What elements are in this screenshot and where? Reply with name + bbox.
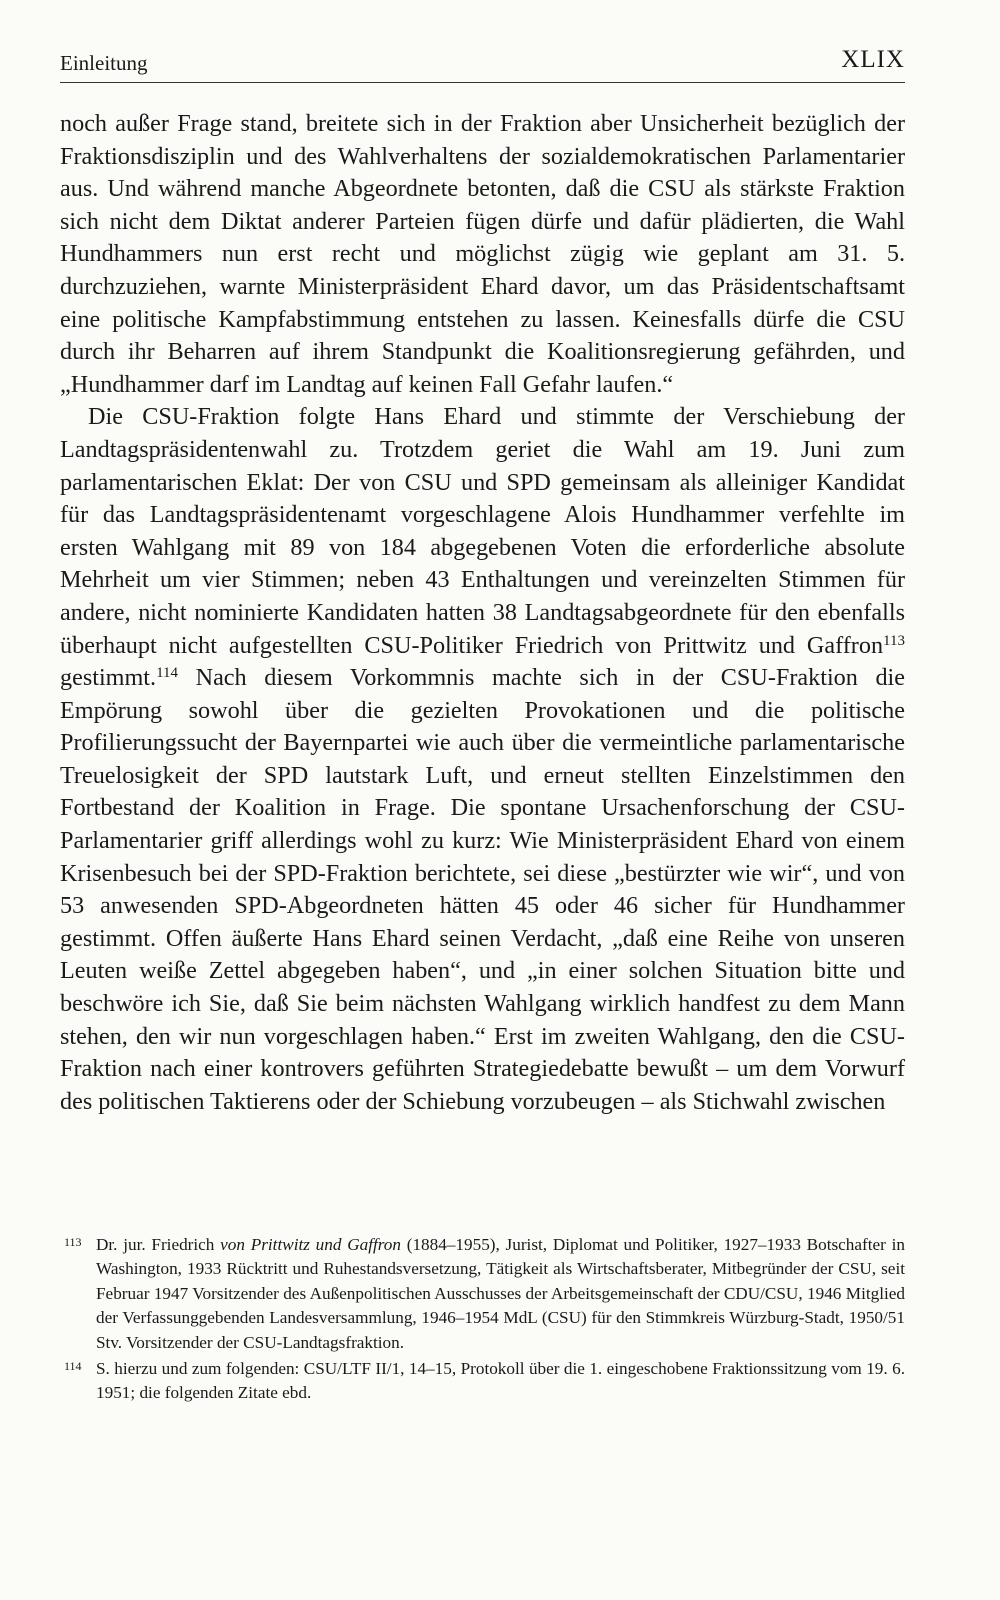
footnote-text: S. hierzu und zum folgenden: CSU/LTF II/1, 14–15, Protokoll über die 1. eingeschobene Fraktionssitzung vom 19. 6. 1951; die folgenden Zitate ebd. — [96, 1359, 905, 1403]
header-page-number: XLIX — [841, 46, 905, 73]
paragraph: noch außer Frage stand, breitete sich in der Fraktion aber Unsicherheit bezüglich der Fraktionsdisziplin und des Wahlverhaltens der sozialdemokratischen Parlamentarier aus. Und während manche Abgeordnete betonten, daß die CSU als stärkste Fraktion sich nicht dem Diktat anderer Parteien fügen dürfe und dafür plädierten, die Wahl Hundhammers nun erst recht und möglichst zügig wie geplant am 31. 5. durchzuziehen, warnte Ministerpräsident Ehard davor, um das Präsidentschaftsamt eine politische Kampfabstimmung entstehen zu lassen. Keinesfalls dürfe die CSU durch ihr Beharren auf ihrem Standpunkt die Koalitionsregierung gefährden, und „Hundhammer darf im Landtag auf keinen Fall Gefahr laufen.“ — [60, 110, 905, 398]
paragraph-text: Nach diesem Vorkommnis machte sich in der CSU-Fraktion die Empörung sowohl über die gezielten Provokationen und die politische Profilierungssucht der Bayernpartei wie auch über die vermeintliche parlamentarische Treuelosigkeit der SPD lautstark Luft, und erneut stellten Einzelstimmen den Fortbestand der Koalition in Frage. Die spontane Ursachenforschung der CSU-Parlamentarier griff allerdings wohl zu kurz: Wie Ministerpräsident Ehard von einem Krisenbesuch bei der SPD-Fraktion berichtete, sei diese „bestürzter wie wir“, und von 53 anwesenden SPD-Abgeordneten hätten 45 oder 46 sicher für Hundhammer gestimmt. Offen äußerte Hans Ehard seinen Verdacht, „daß eine Reihe von unseren Leuten weiße Zettel abgegeben haben“, und „in einer solchen Situation bitte und beschwöre ich Sie, daß Sie beim nächsten Wahlgang wirklich handfest zu dem Mann stehen, den wir nun vorgeschlagen haben.“ Erst im zweiten Wahlgang, den die CSU-Fraktion nach einer kontrovers geführten Strategiedebatte bewußt – um dem Vorwurf des politischen Taktierens oder der Schiebung vorzubeugen – als Stichwahl zwischen — [60, 664, 905, 1115]
footnote-name: von Prittwitz und Gaffron — [220, 1235, 401, 1254]
footnote — [64, 1357, 905, 1406]
footnote-number: 114 — [64, 1359, 82, 1374]
footnote-text: (1884–1955), Jurist, Diplomat und Politiker, 1927–1933 Botschafter in Washington, 1933 Rücktritt und Ruhestandsversetzung, Tätigkeit als Wirtschaftsberater, Mitbegründer der CSU, seit Februar 1947 Vorsitzender des Außenpolitischen Ausschusses der Arbeitsgemeinschaft der CDU/CSU, 1946 Mitglied der Verfassunggebenden Landesversammlung, 1946–1954 MdL (CSU) für den Stimmkreis Würzburg-Stadt, 1950/51 Stv. Vorsitzender der CSU-Landtagsfraktion. — [96, 1235, 905, 1352]
header-section-title: Einleitung — [60, 51, 148, 75]
paragraph-text: Die CSU-Fraktion folgte Hans Ehard und stimmte der Verschiebung der Landtagspräsidentenwahl zu. Trotzdem geriet die Wahl am 19. Juni zum parlamentarischen Eklat: Der von CSU und SPD gemeinsam als alleiniger Kandidat für das Landtagspräsidentenamt vorgeschlagene Alois Hundhammer verfehlte im ersten Wahlgang mit 89 von 184 abgegebenen Voten die erforderliche absolute Mehrheit um vier Stimmen; neben 43 Enthaltungen und vereinzelten Stimmen für andere, nicht nominierte Kandidaten hatten 38 Landtagsabgeordnete für den ebenfalls überhaupt nicht aufgestellten CSU-Politiker Friedrich von Prittwitz und Gaffron — [60, 403, 905, 659]
footnote-text: Dr. jur. Friedrich — [96, 1235, 221, 1254]
footnotes — [64, 1233, 905, 1408]
footnote-number: 113 — [64, 1235, 82, 1249]
running-header — [60, 40, 905, 83]
footnote-reference: 113 — [883, 632, 905, 649]
footnote-reference: 114 — [156, 664, 179, 681]
footnote — [64, 1233, 905, 1355]
main-text — [60, 108, 905, 1118]
paragraph — [60, 401, 905, 1118]
paragraph-text: gestimmt. — [60, 664, 157, 692]
